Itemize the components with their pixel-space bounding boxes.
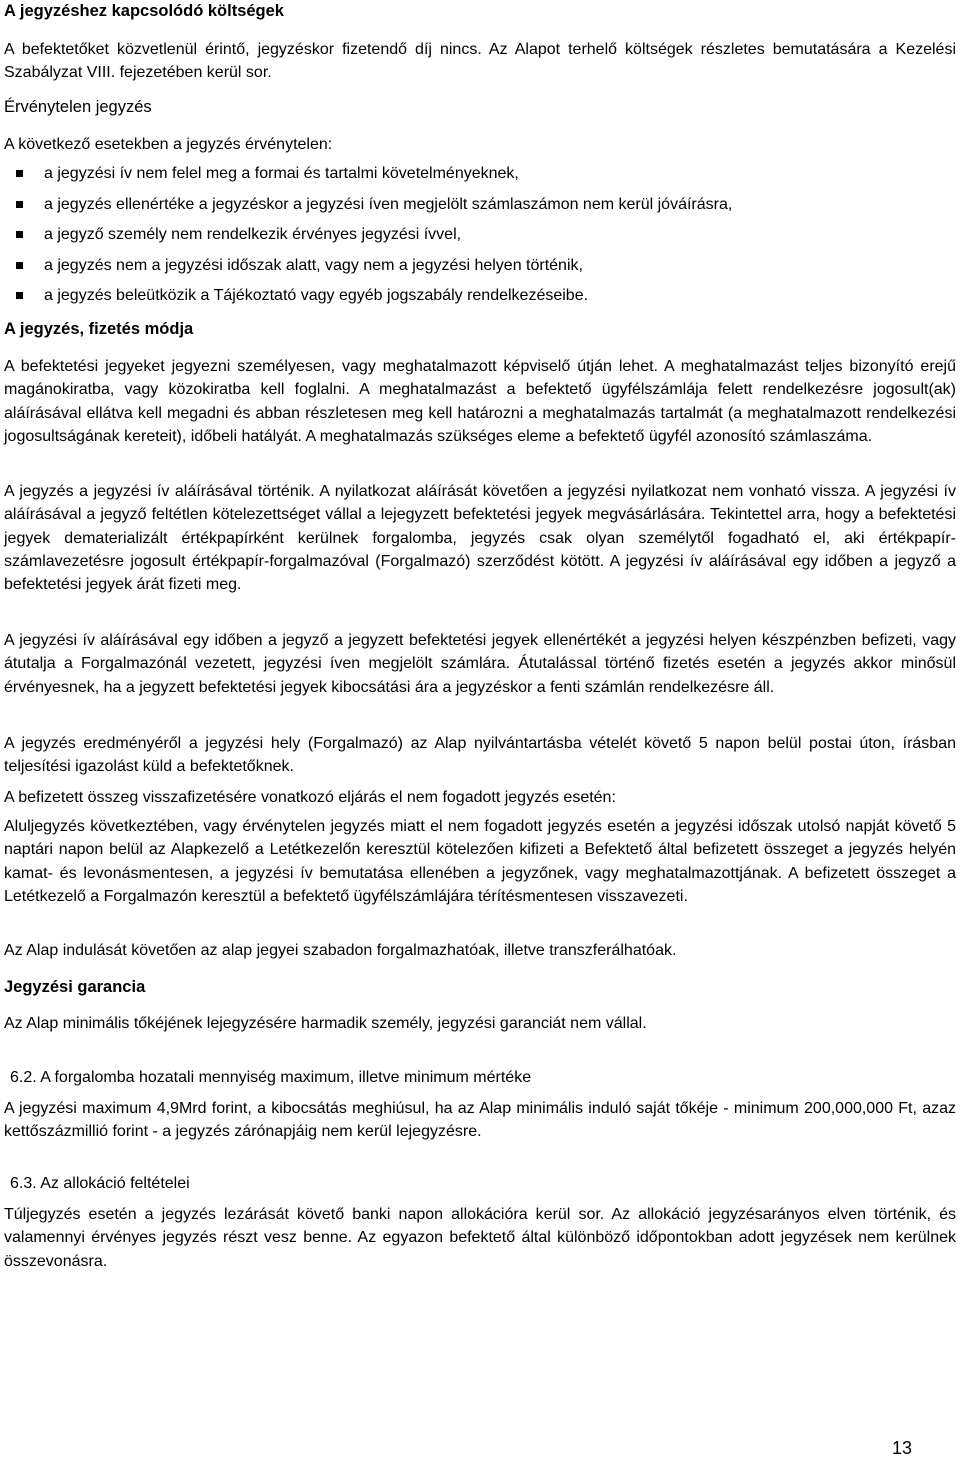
bullet-square-icon: [16, 262, 23, 269]
payment-p4-block: [4, 732, 956, 779]
payment-paragraph-6: Aluljegyzés következtében, vagy érvénytelen jegyzés miatt el nem fogadott jegyzés esetén a jegyzési időszak utolsó napját követő 5 naptári napon belül az Alapkezelő a Letétkezelőn keresztül kötelezően kifizeti a Befektető által befizetett összeget a jegyzés helyén kamat- és levonásmentesen, a jegyzési ív bemutatása ellenében a jegyzőnek, vagy meghatalmazottjának. A befizetett összeget a Letétkezelő a Forgalmazón keresztül a befektető ügyfélszámlájára térítésmentesen visszavezeti.: [4, 818, 956, 905]
payment-heading: A jegyzés, fizetés módja: [4, 320, 194, 338]
payment-p3-block: [4, 629, 956, 699]
invalid-intro-block: [4, 133, 956, 156]
page-number: 13: [891, 1438, 912, 1458]
section-6-2-text: A jegyzési maximum 4,9Mrd forint, a kibocsátás meghiúsul, ha az Alap minimális induló saját tőkéje - minimum 200,000,000 Ft, azaz kettőszázmillió forint - a jegyzés zárónapjáig nem kerül lejegyzésre.: [4, 1100, 956, 1141]
section-6-2-heading: 6.2. A forgalomba hozatali mennyiség maximum, illetve minimum mértéke: [10, 1069, 532, 1086]
payment-paragraph-7: Az Alap indulását követően az alap jegyei szabadon forgalmazhatóak, illetve transzferálhatóak.: [4, 942, 677, 959]
list-item: a jegyzés beleütközik a Tájékoztató vagy egyéb jogszabály rendelkezéseibe.: [4, 285, 956, 316]
payment-paragraph-1: A befektetési jegyeket jegyezni személyesen, vagy meghatalmazott képviselő útján lehet. A meghatalmazást teljes bizonyító erejű magánokiratba, vagy közokiratba kell foglalni. A meghatalmazást a befektető ügyfélszámlája felett rendelkezésre jogosult(ak) aláírásával ellátva kell megadni és abban részletesen meg kell határozni a meghatalmazás tartalmát (a meghatalmazott rendelkezési jogosultságának kereteit), időbeli hatályát. A meghatalmazás szükséges eleme a befektető ügyfél azonosító számlaszáma.: [4, 358, 956, 445]
list-item: a jegyzés nem a jegyzési időszak alatt, vagy nem a jegyzési helyen történik,: [4, 255, 956, 286]
section-6-2-text-block: [4, 1097, 956, 1144]
section-6-3-heading: 6.3. Az allokáció feltételei: [10, 1175, 190, 1192]
invalid-list-block: [4, 163, 956, 316]
invalid-heading: Érvénytelen jegyzés: [4, 98, 152, 116]
payment-p1-block: [4, 355, 956, 448]
bullet-square-icon: [16, 231, 23, 238]
payment-p7-block: [4, 939, 956, 962]
guarantee-text: Az Alap minimális tőkéjének lejegyzésére harmadik személy, jegyzési garanciát nem vállal.: [4, 1015, 647, 1032]
guarantee-text-block: [4, 1012, 956, 1035]
list-item: a jegyzés ellenértéke a jegyzéskor a jegyzési íven megjelölt számlaszámon nem kerül jóváírásra,: [4, 194, 956, 225]
payment-p2-block: [4, 480, 956, 596]
invalid-intro: A következő esetekben a jegyzés érvénytelen:: [4, 136, 333, 153]
payment-p6-block: [4, 815, 956, 908]
list-item: a jegyzési ív nem felel meg a formai és tartalmi követelményeknek,: [4, 163, 956, 194]
payment-paragraph-4: A jegyzés eredményéről a jegyzési hely (Forgalmazó) az Alap nyilvántartásba vételét követő 5 napon belül postai úton, írásban teljesítési igazolást küld a befektetőknek.: [4, 735, 956, 776]
invalid-section: [4, 96, 956, 118]
payment-paragraph-2: A jegyzés a jegyzési ív aláírásával történik. A nyilatkozat aláírását követően a jegyzési nyilatkozat nem vonható vissza. A jegyzési ív aláírásával a jegyző feltétlen kötelezettséget vállal a lejegyzett befektetési jegyek megvásárlására. Tekintettel arra, hogy a befektetési jegyek dematerializált értékpapírként kerülnek forgalomba, jegyzés csak olyan személytől fogadható el, aki értékpapír-számlavezetésre jogosult értékpapír-forgalmazóval (Forgalmazó) szerződést kötött. A jegyzési ív aláírásával egy időben a jegyző a befektetési jegyek árát fizeti meg.: [4, 483, 956, 594]
list-item: a jegyző személy nem rendelkezik érvényes jegyzési ívvel,: [4, 224, 956, 255]
bullet-square-icon: [16, 170, 23, 177]
payment-paragraph-3: A jegyzési ív aláírásával egy időben a jegyző a jegyzett befektetési jegyek ellenértékét a jegyzési helyen készpénzben befizeti, vagy átutalja a Forgalmazónál vezetett, jegyzési íven megjelölt számlára. Átutalással történő fizetés esetén a jegyzés akkor minősül érvényesnek, ha a jegyzett befektetési jegyek kibocsátási ára a jegyzéskor a fenti számlán rendelkezésre áll.: [4, 632, 956, 696]
costs-heading: A jegyzéshez kapcsolódó költségek: [4, 2, 284, 20]
section-6-3-text: Túljegyzés esetén a jegyzés lezárását követő banki napon allokációra kerül sor. Az allokáció jegyzésarányos elven történik, és valamennyi érvényes jegyzés részt vesz benne. Az egyazon befektető által különböző időpontokban adott jegyzések nem kerülnek összevonásra.: [4, 1206, 956, 1270]
payment-paragraph-5: A befizetett összeg visszafizetésére vonatkozó eljárás el nem fogadott jegyzés esetén:: [4, 789, 616, 806]
bullet-square-icon: [16, 201, 23, 208]
costs-section: [4, 0, 956, 22]
costs-text-block: [4, 38, 956, 85]
bullet-square-icon: [16, 292, 23, 299]
guarantee-heading-block: [4, 976, 956, 998]
costs-text: A befektetőket közvetlenül érintő, jegyzéskor fizetendő díj nincs. Az Alapot terhelő költségek részletes bemutatására a Kezelési Szabályzat VIII. fejezetében kerül sor.: [4, 41, 956, 82]
section-6-3-heading-block: [4, 1173, 956, 1195]
section-6-2-heading-block: [4, 1067, 956, 1089]
invalid-list: [4, 163, 956, 316]
payment-heading-block: [4, 318, 956, 340]
section-6-3-text-block: [4, 1203, 956, 1273]
guarantee-heading: Jegyzési garancia: [4, 978, 146, 996]
payment-p5-block: [4, 786, 956, 809]
